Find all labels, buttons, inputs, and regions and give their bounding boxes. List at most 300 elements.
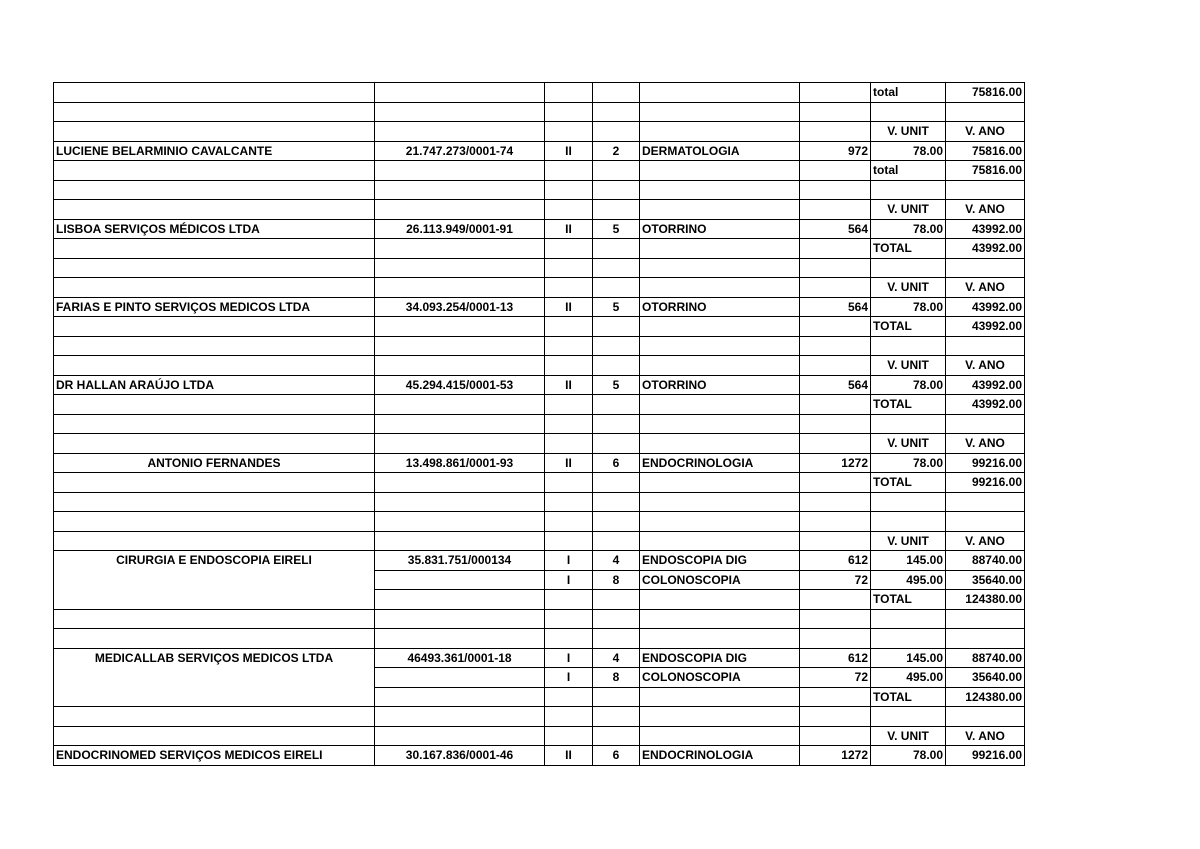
level-cell [545, 531, 593, 551]
unit-value-cell: V. UNIT [871, 726, 946, 746]
specialty-cell: ENDOSCOPIA DIG [640, 648, 800, 668]
cnpj-cell [375, 414, 545, 434]
quantity-cell [593, 122, 640, 142]
annual-value-cell: V. ANO [946, 434, 1025, 454]
specialty-cell [640, 161, 800, 181]
procedure-count-cell: 72 [800, 570, 871, 590]
quantity-cell [593, 414, 640, 434]
procedure-count-cell [800, 180, 871, 200]
table-row [54, 297, 1025, 317]
procedure-count-cell [800, 492, 871, 512]
table-row [54, 83, 1025, 103]
table-row [54, 512, 1025, 532]
provider-name-cell [54, 258, 375, 278]
level-cell [545, 687, 593, 707]
level-cell [545, 200, 593, 220]
procedure-count-cell [800, 531, 871, 551]
level-cell: II [545, 375, 593, 395]
specialty-cell [640, 512, 800, 532]
provider-name-cell [54, 278, 375, 298]
cnpj-cell: 21.747.273/0001-74 [375, 141, 545, 161]
quantity-cell [593, 317, 640, 337]
annual-value-cell: 124380.00 [946, 687, 1025, 707]
table-row [54, 180, 1025, 200]
quantity-cell: 4 [593, 551, 640, 571]
provider-name-cell [54, 122, 375, 142]
annual-value-cell: 88740.00 [946, 648, 1025, 668]
provider-name-cell [54, 395, 375, 415]
quantity-cell [593, 180, 640, 200]
table-row [54, 102, 1025, 122]
quantity-cell [593, 258, 640, 278]
provider-name-cell [54, 707, 375, 727]
quantity-cell [593, 726, 640, 746]
provider-name-cell [54, 512, 375, 532]
level-cell: I [545, 570, 593, 590]
procedure-count-cell: 564 [800, 375, 871, 395]
cnpj-cell [375, 83, 545, 103]
quantity-cell [593, 200, 640, 220]
unit-value-cell [871, 258, 946, 278]
procedure-count-cell [800, 102, 871, 122]
cnpj-cell [375, 239, 545, 259]
specialty-cell [640, 180, 800, 200]
procedure-count-cell [800, 278, 871, 298]
specialty-cell [640, 492, 800, 512]
quantity-cell: 5 [593, 297, 640, 317]
unit-value-cell: 78.00 [871, 141, 946, 161]
cnpj-cell: 26.113.949/0001-91 [375, 219, 545, 239]
cnpj-cell: 35.831.751/000134 [375, 551, 545, 571]
specialty-cell [640, 434, 800, 454]
annual-value-cell [946, 492, 1025, 512]
cnpj-cell [375, 434, 545, 454]
table-row [54, 492, 1025, 512]
unit-value-cell: 78.00 [871, 453, 946, 473]
level-cell: II [545, 141, 593, 161]
table-row [54, 648, 1025, 668]
specialty-cell [640, 707, 800, 727]
specialty-cell [640, 395, 800, 415]
unit-value-cell [871, 414, 946, 434]
table-row [54, 141, 1025, 161]
unit-value-cell: V. UNIT [871, 531, 946, 551]
annual-value-cell [946, 707, 1025, 727]
cnpj-cell [375, 200, 545, 220]
procedure-count-cell [800, 356, 871, 376]
cnpj-cell: 46493.361/0001-18 [375, 648, 545, 668]
table-row [54, 551, 1025, 571]
unit-value-cell: TOTAL [871, 239, 946, 259]
level-cell [545, 317, 593, 337]
annual-value-cell: 35640.00 [946, 570, 1025, 590]
table-row [54, 356, 1025, 376]
provider-name-cell [54, 356, 375, 376]
cnpj-cell [375, 180, 545, 200]
procedure-count-cell: 72 [800, 668, 871, 688]
quantity-cell: 5 [593, 219, 640, 239]
annual-value-cell: V. ANO [946, 122, 1025, 142]
cnpj-cell [375, 395, 545, 415]
specialty-cell [640, 687, 800, 707]
table-row [54, 336, 1025, 356]
level-cell [545, 83, 593, 103]
procedure-count-cell [800, 239, 871, 259]
specialty-cell [640, 590, 800, 610]
quantity-cell [593, 473, 640, 493]
level-cell [545, 629, 593, 649]
specialty-cell: ENDOCRINOLOGIA [640, 746, 800, 766]
annual-value-cell: V. ANO [946, 278, 1025, 298]
quantity-cell [593, 161, 640, 181]
specialty-cell [640, 336, 800, 356]
table-row [54, 746, 1025, 766]
procedure-count-cell: 972 [800, 141, 871, 161]
provider-name-cell [54, 629, 375, 649]
table-row [54, 473, 1025, 493]
annual-value-cell: V. ANO [946, 726, 1025, 746]
provider-name-cell [54, 414, 375, 434]
table-row [54, 219, 1025, 239]
unit-value-cell [871, 707, 946, 727]
level-cell [545, 609, 593, 629]
spreadsheet-table [53, 82, 1025, 766]
level-cell [545, 180, 593, 200]
unit-value-cell: total [871, 161, 946, 181]
provider-name-cell: ENDOCRINOMED SERVIÇOS MEDICOS EIRELI [54, 746, 375, 766]
table-row [54, 395, 1025, 415]
unit-value-cell: 145.00 [871, 551, 946, 571]
unit-value-cell [871, 629, 946, 649]
table-row [54, 434, 1025, 454]
cnpj-cell: 34.093.254/0001-13 [375, 297, 545, 317]
provider-name-cell [54, 161, 375, 181]
provider-name-cell [54, 434, 375, 454]
level-cell [545, 434, 593, 454]
cnpj-cell [375, 687, 545, 707]
specialty-cell [640, 356, 800, 376]
quantity-cell [593, 590, 640, 610]
quantity-cell [593, 707, 640, 727]
level-cell: II [545, 453, 593, 473]
level-cell: I [545, 668, 593, 688]
table-row [54, 258, 1025, 278]
annual-value-cell: 99216.00 [946, 473, 1025, 493]
level-cell [545, 239, 593, 259]
specialty-cell [640, 726, 800, 746]
quantity-cell [593, 83, 640, 103]
unit-value-cell: 495.00 [871, 570, 946, 590]
table-body [54, 83, 1025, 766]
procedure-count-cell [800, 707, 871, 727]
level-cell [545, 356, 593, 376]
procedure-count-cell [800, 473, 871, 493]
procedure-count-cell [800, 687, 871, 707]
specialty-cell: OTORRINO [640, 297, 800, 317]
table-row [54, 200, 1025, 220]
unit-value-cell: total [871, 83, 946, 103]
procedure-count-cell [800, 336, 871, 356]
procedure-count-cell [800, 83, 871, 103]
level-cell [545, 707, 593, 727]
quantity-cell: 6 [593, 746, 640, 766]
unit-value-cell: 145.00 [871, 648, 946, 668]
cnpj-cell [375, 512, 545, 532]
procedure-count-cell: 564 [800, 219, 871, 239]
cnpj-cell [375, 317, 545, 337]
specialty-cell [640, 473, 800, 493]
specialty-cell [640, 609, 800, 629]
cnpj-cell [375, 473, 545, 493]
quantity-cell [593, 629, 640, 649]
quantity-cell [593, 512, 640, 532]
unit-value-cell: V. UNIT [871, 200, 946, 220]
unit-value-cell: 78.00 [871, 297, 946, 317]
unit-value-cell: TOTAL [871, 687, 946, 707]
level-cell [545, 102, 593, 122]
table-row [54, 239, 1025, 259]
provider-name-cell [54, 531, 375, 551]
annual-value-cell [946, 180, 1025, 200]
specialty-cell [640, 414, 800, 434]
unit-value-cell [871, 336, 946, 356]
unit-value-cell: TOTAL [871, 473, 946, 493]
annual-value-cell [946, 258, 1025, 278]
annual-value-cell: V. ANO [946, 200, 1025, 220]
specialty-cell [640, 278, 800, 298]
specialty-cell [640, 629, 800, 649]
cnpj-cell [375, 258, 545, 278]
procedure-count-cell: 612 [800, 551, 871, 571]
procedure-count-cell [800, 629, 871, 649]
provider-name-cell: ANTONIO FERNANDES [54, 453, 375, 473]
level-cell [545, 726, 593, 746]
quantity-cell [593, 278, 640, 298]
provider-name-cell: FARIAS E PINTO SERVIÇOS MEDICOS LTDA [54, 297, 375, 317]
cnpj-cell [375, 531, 545, 551]
level-cell [545, 336, 593, 356]
specialty-cell [640, 200, 800, 220]
cnpj-cell [375, 590, 545, 610]
annual-value-cell: 99216.00 [946, 746, 1025, 766]
specialty-cell: OTORRINO [640, 375, 800, 395]
specialty-cell [640, 317, 800, 337]
quantity-cell [593, 609, 640, 629]
unit-value-cell [871, 492, 946, 512]
quantity-cell: 8 [593, 668, 640, 688]
table-row [54, 278, 1025, 298]
cnpj-cell [375, 336, 545, 356]
procedure-count-cell [800, 726, 871, 746]
specialty-cell: COLONOSCOPIA [640, 668, 800, 688]
specialty-cell: COLONOSCOPIA [640, 570, 800, 590]
unit-value-cell: TOTAL [871, 590, 946, 610]
annual-value-cell: 43992.00 [946, 219, 1025, 239]
procedure-count-cell: 564 [800, 297, 871, 317]
quantity-cell: 2 [593, 141, 640, 161]
procedure-count-cell [800, 609, 871, 629]
cnpj-cell [375, 707, 545, 727]
provider-name-cell: MEDICALLAB SERVIÇOS MEDICOS LTDA [54, 648, 375, 707]
unit-value-cell: V. UNIT [871, 434, 946, 454]
unit-value-cell: 78.00 [871, 746, 946, 766]
annual-value-cell [946, 609, 1025, 629]
cnpj-cell [375, 570, 545, 590]
level-cell [545, 473, 593, 493]
quantity-cell: 8 [593, 570, 640, 590]
annual-value-cell: 35640.00 [946, 668, 1025, 688]
annual-value-cell: 99216.00 [946, 453, 1025, 473]
procedure-count-cell [800, 200, 871, 220]
table-row [54, 707, 1025, 727]
annual-value-cell: 75816.00 [946, 83, 1025, 103]
procedure-count-cell: 1272 [800, 746, 871, 766]
level-cell [545, 122, 593, 142]
level-cell: I [545, 551, 593, 571]
annual-value-cell: 43992.00 [946, 297, 1025, 317]
annual-value-cell: V. ANO [946, 531, 1025, 551]
cnpj-cell [375, 492, 545, 512]
procedure-count-cell [800, 414, 871, 434]
table-row [54, 629, 1025, 649]
procedure-count-cell [800, 434, 871, 454]
annual-value-cell: V. ANO [946, 356, 1025, 376]
level-cell [545, 492, 593, 512]
provider-name-cell: CIRURGIA E ENDOSCOPIA EIRELI [54, 551, 375, 610]
unit-value-cell: 78.00 [871, 219, 946, 239]
provider-name-cell [54, 200, 375, 220]
annual-value-cell: 43992.00 [946, 239, 1025, 259]
annual-value-cell: 43992.00 [946, 317, 1025, 337]
specialty-cell [640, 83, 800, 103]
level-cell [545, 278, 593, 298]
provider-name-cell [54, 102, 375, 122]
procedure-count-cell [800, 512, 871, 532]
table-row [54, 609, 1025, 629]
specialty-cell [640, 239, 800, 259]
quantity-cell [593, 102, 640, 122]
cnpj-cell [375, 122, 545, 142]
level-cell [545, 395, 593, 415]
annual-value-cell [946, 512, 1025, 532]
cnpj-cell: 45.294.415/0001-53 [375, 375, 545, 395]
table-row [54, 453, 1025, 473]
provider-name-cell: LISBOA SERVIÇOS MÉDICOS LTDA [54, 219, 375, 239]
quantity-cell [593, 239, 640, 259]
unit-value-cell: 495.00 [871, 668, 946, 688]
level-cell: II [545, 219, 593, 239]
cnpj-cell: 30.167.836/0001-46 [375, 746, 545, 766]
table-row [54, 414, 1025, 434]
unit-value-cell: V. UNIT [871, 122, 946, 142]
table-row [54, 375, 1025, 395]
annual-value-cell [946, 629, 1025, 649]
level-cell: II [545, 746, 593, 766]
quantity-cell [593, 531, 640, 551]
cnpj-cell: 13.498.861/0001-93 [375, 453, 545, 473]
procedure-count-cell [800, 258, 871, 278]
annual-value-cell [946, 414, 1025, 434]
table-row [54, 726, 1025, 746]
provider-name-cell: LUCIENE BELARMINIO CAVALCANTE [54, 141, 375, 161]
cnpj-cell [375, 629, 545, 649]
quantity-cell: 6 [593, 453, 640, 473]
quantity-cell [593, 336, 640, 356]
unit-value-cell [871, 180, 946, 200]
annual-value-cell: 88740.00 [946, 551, 1025, 571]
level-cell [545, 590, 593, 610]
unit-value-cell [871, 512, 946, 532]
specialty-cell [640, 102, 800, 122]
unit-value-cell: TOTAL [871, 395, 946, 415]
unit-value-cell [871, 609, 946, 629]
provider-name-cell [54, 239, 375, 259]
cnpj-cell [375, 161, 545, 181]
procedure-count-cell [800, 590, 871, 610]
quantity-cell [593, 492, 640, 512]
unit-value-cell: TOTAL [871, 317, 946, 337]
specialty-cell: OTORRINO [640, 219, 800, 239]
annual-value-cell [946, 102, 1025, 122]
specialty-cell: ENDOCRINOLOGIA [640, 453, 800, 473]
provider-name-cell [54, 317, 375, 337]
provider-name-cell: DR HALLAN ARAÚJO LTDA [54, 375, 375, 395]
provider-name-cell [54, 609, 375, 629]
procedure-count-cell [800, 395, 871, 415]
table-row [54, 531, 1025, 551]
specialty-cell [640, 531, 800, 551]
provider-name-cell [54, 473, 375, 493]
quantity-cell [593, 356, 640, 376]
quantity-cell [593, 434, 640, 454]
cnpj-cell [375, 102, 545, 122]
specialty-cell: DERMATOLOGIA [640, 141, 800, 161]
quantity-cell [593, 687, 640, 707]
annual-value-cell: 124380.00 [946, 590, 1025, 610]
unit-value-cell: V. UNIT [871, 278, 946, 298]
annual-value-cell: 43992.00 [946, 375, 1025, 395]
table-row [54, 317, 1025, 337]
level-cell [545, 258, 593, 278]
cnpj-cell [375, 356, 545, 376]
cnpj-cell [375, 726, 545, 746]
quantity-cell: 4 [593, 648, 640, 668]
specialty-cell [640, 122, 800, 142]
level-cell [545, 414, 593, 434]
procedure-count-cell [800, 161, 871, 181]
procedure-count-cell [800, 317, 871, 337]
quantity-cell [593, 395, 640, 415]
level-cell: II [545, 297, 593, 317]
annual-value-cell: 75816.00 [946, 161, 1025, 181]
annual-value-cell: 43992.00 [946, 395, 1025, 415]
level-cell [545, 161, 593, 181]
quantity-cell: 5 [593, 375, 640, 395]
table-row [54, 122, 1025, 142]
level-cell: I [545, 648, 593, 668]
provider-name-cell [54, 726, 375, 746]
unit-value-cell: V. UNIT [871, 356, 946, 376]
procedure-count-cell [800, 122, 871, 142]
table-row [54, 161, 1025, 181]
procedure-count-cell: 1272 [800, 453, 871, 473]
provider-name-cell [54, 336, 375, 356]
provider-name-cell [54, 180, 375, 200]
specialty-cell: ENDOSCOPIA DIG [640, 551, 800, 571]
cnpj-cell [375, 668, 545, 688]
procedure-count-cell: 612 [800, 648, 871, 668]
specialty-cell [640, 258, 800, 278]
